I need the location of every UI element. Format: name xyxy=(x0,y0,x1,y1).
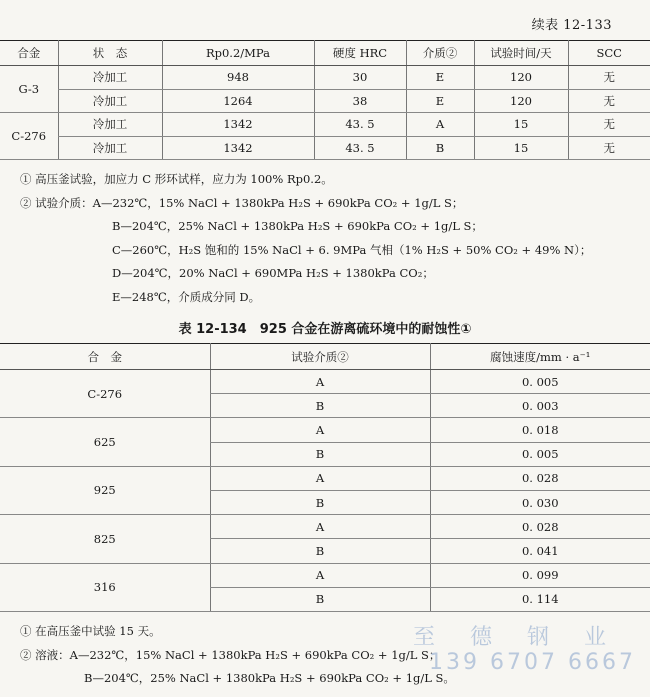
rate-cell: 0. 005 xyxy=(430,370,650,394)
table-row xyxy=(0,66,650,90)
rate-cell: 0. 005 xyxy=(430,442,650,466)
alloy-cell: G-3 xyxy=(0,66,58,113)
table-row xyxy=(0,370,650,394)
days-cell: 120 xyxy=(474,89,568,113)
state-cell: 冷加工 xyxy=(58,89,162,113)
medium-cell: B xyxy=(210,490,430,514)
rate-cell: 0. 114 xyxy=(430,587,650,611)
rp-cell: 1342 xyxy=(162,136,314,160)
hrc-cell: 43. 5 xyxy=(314,136,406,160)
rp-cell: 948 xyxy=(162,66,314,90)
medium-cell: A xyxy=(406,113,474,137)
table-12-133 xyxy=(0,40,650,160)
scc-cell: 无 xyxy=(568,136,650,160)
state-cell: 冷加工 xyxy=(58,66,162,90)
table-row xyxy=(0,89,650,113)
header-alloy: 合 金 xyxy=(0,344,210,370)
table-12-134 xyxy=(0,343,650,612)
state-cell: 冷加工 xyxy=(58,136,162,160)
table-row xyxy=(0,515,650,539)
scc-cell: 无 xyxy=(568,89,650,113)
hrc-cell: 30 xyxy=(314,66,406,90)
alloy-cell: 925 xyxy=(0,466,210,514)
footnote: ① 高压釜试验，加应力 C 形环试样，应力为 100% Rp0.2。 xyxy=(20,172,333,186)
medium-cell: E xyxy=(406,66,474,90)
rate-cell: 0. 041 xyxy=(430,539,650,563)
header-corrosion-rate: 腐蚀速度/mm · a⁻¹ xyxy=(430,344,650,370)
rate-cell: 0. 028 xyxy=(430,515,650,539)
header-medium: 介质② xyxy=(406,41,474,66)
footnote: ② 溶液：A—232℃，15% NaCl + 1380kPa H₂S + 690kPa CO₂ + 1g/L S； xyxy=(20,647,441,662)
medium-cell: B xyxy=(210,587,430,611)
table-row xyxy=(0,418,650,442)
alloy-cell: C-276 xyxy=(0,370,210,418)
rate-cell: 0. 030 xyxy=(430,490,650,514)
footnote: C—260℃，H₂S 饱和的 15% NaCl + 6. 9MPa 气相（1% H₂S + 50% CO₂ + 49% N）； xyxy=(112,242,592,257)
header-rp02: Rp0.2/MPa xyxy=(162,41,314,66)
rate-cell: 0. 003 xyxy=(430,394,650,418)
medium-cell: E xyxy=(406,89,474,113)
table-row xyxy=(0,113,650,137)
days-cell: 15 xyxy=(474,113,568,137)
medium-cell: A xyxy=(210,418,430,442)
header-test-medium: 试验介质② xyxy=(210,344,430,370)
continuation-label: 续表 12-133 xyxy=(531,18,612,33)
alloy-cell: 316 xyxy=(0,563,210,611)
watermark-name: 至 德 钢 业 xyxy=(413,625,620,650)
medium-cell: B xyxy=(210,539,430,563)
rate-cell: 0. 028 xyxy=(430,466,650,490)
rp-cell: 1264 xyxy=(162,89,314,113)
alloy-cell: 625 xyxy=(0,418,210,466)
days-cell: 120 xyxy=(474,66,568,90)
footnote: D—204℃，20% NaCl + 690MPa H₂S + 1380kPa CO₂； xyxy=(112,266,434,280)
medium-cell: A xyxy=(210,563,430,587)
table-12-134-title: 表 12-134 925 合金在游离硫环境中的耐蚀性① xyxy=(178,322,472,337)
footnote: ② 试验介质：A—232℃，15% NaCl + 1380kPa H₂S + 690kPa CO₂ + 1g/L S； xyxy=(20,195,464,210)
header-scc: SCC xyxy=(568,41,650,66)
table-header-row xyxy=(0,41,650,66)
medium-cell: A xyxy=(210,515,430,539)
watermark-phone: 139 6707 6667 xyxy=(429,650,636,675)
scc-cell: 无 xyxy=(568,66,650,90)
table-row xyxy=(0,136,650,160)
header-state: 状 态 xyxy=(58,41,162,66)
alloy-cell: 825 xyxy=(0,515,210,563)
rate-cell: 0. 099 xyxy=(430,563,650,587)
medium-cell: B xyxy=(210,394,430,418)
header-hardness: 硬度 HRC xyxy=(314,41,406,66)
footnote: ① 在高压釜中试验 15 天。 xyxy=(20,624,161,638)
header-alloy: 合金 xyxy=(0,41,58,66)
footnote: E—248℃，介质成分同 D。 xyxy=(112,289,261,304)
table-12-133-notes xyxy=(0,168,650,309)
medium-cell: B xyxy=(406,136,474,160)
hrc-cell: 43. 5 xyxy=(314,113,406,137)
medium-cell: B xyxy=(210,442,430,466)
alloy-cell: C-276 xyxy=(0,113,58,160)
medium-cell: A xyxy=(210,466,430,490)
rate-cell: 0. 018 xyxy=(430,418,650,442)
state-cell: 冷加工 xyxy=(58,113,162,137)
table-row xyxy=(0,563,650,587)
table-header-row xyxy=(0,344,650,370)
medium-cell: A xyxy=(210,370,430,394)
table-row xyxy=(0,466,650,490)
scc-cell: 无 xyxy=(568,113,650,137)
days-cell: 15 xyxy=(474,136,568,160)
header-test-days: 试验时间/天 xyxy=(474,41,568,66)
footnote: B—204℃，25% NaCl + 1380kPa H₂S + 690kPa CO₂ + 1g/L S； xyxy=(112,219,483,233)
hrc-cell: 38 xyxy=(314,89,406,113)
footnote: B—204℃，25% NaCl + 1380kPa H₂S + 690kPa CO₂ + 1g/L S。 xyxy=(84,671,455,685)
rp-cell: 1342 xyxy=(162,113,314,137)
